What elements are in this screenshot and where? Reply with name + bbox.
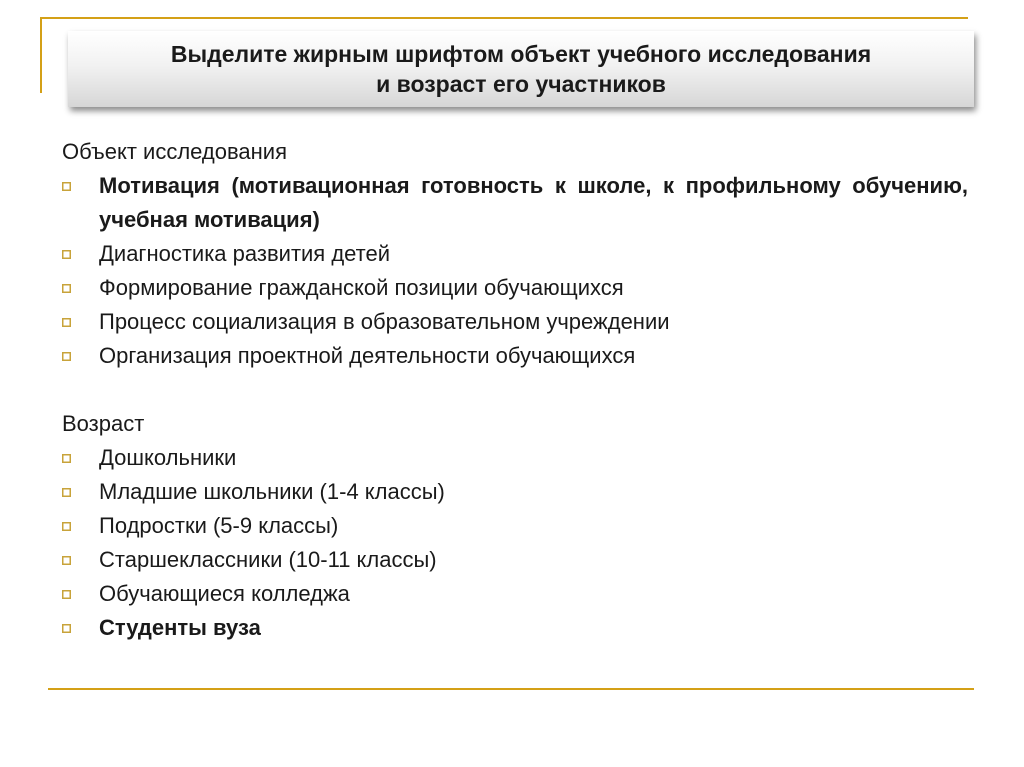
list-item-text: Мотивация (мотивационная готовность к школе, к профильному обучению, учебная мотивация) — [99, 173, 968, 232]
frame-left-line — [40, 17, 42, 93]
frame-top-line — [40, 17, 968, 19]
hollow-square-bullet-icon — [62, 590, 71, 599]
section-spacer — [62, 373, 968, 407]
list-item — [62, 577, 968, 611]
hollow-square-bullet-icon — [62, 556, 71, 565]
object-section-heading: Объект исследования — [62, 139, 288, 164]
slide-content — [62, 135, 968, 645]
list-item — [62, 339, 968, 373]
list-item-text: Старшеклассники (10-11 классы) — [99, 547, 437, 572]
list-item-text: Диагностика развития детей — [99, 241, 391, 266]
list-item-text: Процесс социализация в образовательном учреждении — [99, 309, 670, 334]
hollow-square-bullet-icon — [62, 284, 71, 293]
list-item — [62, 305, 968, 339]
list-item — [62, 169, 968, 237]
title-banner — [68, 31, 974, 107]
hollow-square-bullet-icon — [62, 250, 71, 259]
list-item — [62, 475, 968, 509]
frame-bottom-line — [48, 688, 974, 690]
list-item-text: Студенты вуза — [99, 615, 261, 640]
hollow-square-bullet-icon — [62, 318, 71, 327]
hollow-square-bullet-icon — [62, 352, 71, 361]
list-item-text: Подростки (5-9 классы) — [99, 513, 339, 538]
list-item-text: Обучающиеся колледжа — [99, 581, 350, 606]
list-item — [62, 543, 968, 577]
hollow-square-bullet-icon — [62, 522, 71, 531]
hollow-square-bullet-icon — [62, 488, 71, 497]
hollow-square-bullet-icon — [62, 182, 71, 191]
age-list — [62, 441, 968, 645]
age-section-heading: Возраст — [62, 411, 145, 436]
list-item — [62, 509, 968, 543]
list-item — [62, 441, 968, 475]
list-item-text: Дошкольники — [99, 445, 237, 470]
list-item — [62, 611, 968, 645]
object-list — [62, 169, 968, 373]
list-item-text: Формирование гражданской позиции обучающихся — [99, 275, 624, 300]
list-item-text: Организация проектной деятельности обучающихся — [99, 343, 636, 368]
hollow-square-bullet-icon — [62, 624, 71, 633]
list-item — [62, 237, 968, 271]
slide-title: Выделите жирным шрифтом объект учебного исследования и возраст его участников — [170, 41, 872, 97]
hollow-square-bullet-icon — [62, 454, 71, 463]
list-item-text: Младшие школьники (1-4 классы) — [99, 479, 445, 504]
list-item — [62, 271, 968, 305]
